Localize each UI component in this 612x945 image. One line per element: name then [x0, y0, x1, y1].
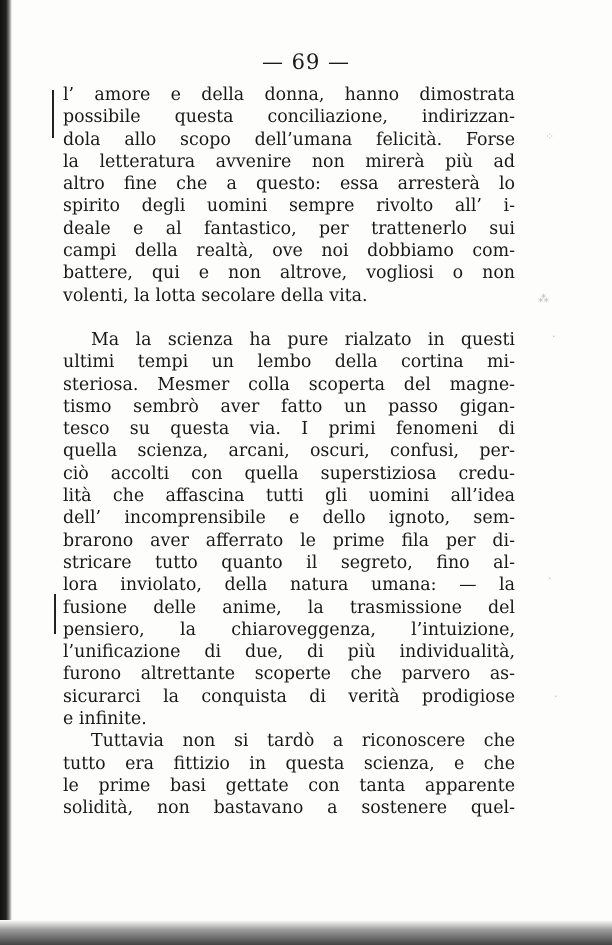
speck: ·	[548, 572, 552, 585]
text-line: le prime basi gettate con tanta apparente	[63, 775, 515, 796]
text-line: stricare tutto quanto il segreto, fino al-	[63, 552, 515, 573]
page-left-edge	[0, 0, 12, 945]
text-line: battere, qui e non altrove, vogliosi o non	[63, 263, 515, 284]
speck: ·	[554, 690, 558, 703]
speck: ·	[552, 330, 556, 343]
text-line: l’unificazione di due, di più individualità,	[63, 642, 515, 663]
text-line: dell’ incomprensibile e dello ignoto, sem-	[63, 508, 515, 529]
text-line: solidità, non bastavano a sostenere quel-	[63, 798, 515, 819]
paragraph-2	[63, 329, 515, 730]
text-line: tesco su questa via. I primi fenomeni di	[63, 419, 515, 440]
text-line: tismo sembrò aver fatto un passo gigan-	[63, 396, 515, 417]
text-line: volenti, la lotta secolare della vita.	[63, 285, 368, 306]
text-line: deale e al fantastico, per trattenerlo sui	[63, 218, 515, 239]
margin-mark-top	[52, 90, 54, 138]
paragraph-1	[63, 84, 515, 307]
text-line: dola allo scopo dell’umana felicità. Forse	[63, 129, 515, 150]
text-line: spirito degli uomini sempre rivolto all’ i-	[63, 196, 515, 217]
text-line: possibile questa conciliazione, indirizzan-	[63, 107, 515, 128]
text-line: la letteratura avvenire non mirerà più ad	[63, 151, 515, 172]
margin-mark-middle	[54, 594, 56, 634]
text-line: Ma la scienza ha pure rialzato in questi	[91, 329, 515, 350]
page-number: — 69 —	[261, 50, 351, 74]
text-line: brarono aver afferrato le prime fila per di-	[63, 530, 515, 551]
text-line: Tuttavia non si tardò a riconoscere che	[91, 731, 515, 752]
text-line: ultimi tempi un lembo della cortina mi-	[63, 352, 515, 373]
text-line: steriosa. Mesmer colla scoperta del magne-	[63, 374, 515, 395]
text-line: tutto era fittizio in questa scienza, e che	[63, 753, 515, 774]
text-line: furono altrettante scoperte che parvero as-	[63, 664, 515, 685]
body-text	[63, 84, 515, 820]
text-line: sicurarci la conquista di verità prodigiose	[63, 686, 515, 707]
speck: ⁘	[545, 130, 555, 143]
text-line: quella scienza, arcani, oscuri, confusi, per-	[63, 441, 515, 462]
text-line: fusione delle anime, la trasmissione del	[63, 597, 515, 618]
text-line: lità che affascina tutti gli uomini all’idea	[63, 486, 515, 507]
text-line: lora inviolato, della natura umana: — la	[63, 575, 515, 596]
text-line: campi della realtà, ove noi dobbiamo com-	[63, 241, 515, 262]
paragraph-gap	[63, 307, 515, 329]
text-line: altro fine che a questo: essa arresterà lo	[63, 174, 515, 195]
text-line: ciò accolti con quella superstiziosa credu-	[63, 463, 515, 484]
text-line: l’ amore e della donna, hanno dimostrata	[63, 85, 515, 105]
paragraph-3	[63, 730, 515, 819]
text-line: e infinite.	[63, 709, 147, 730]
speck: ⁂	[538, 292, 549, 305]
page-bottom-edge	[0, 920, 612, 945]
text-line: pensiero, la chiaroveggenza, l’intuizione,	[63, 619, 515, 640]
